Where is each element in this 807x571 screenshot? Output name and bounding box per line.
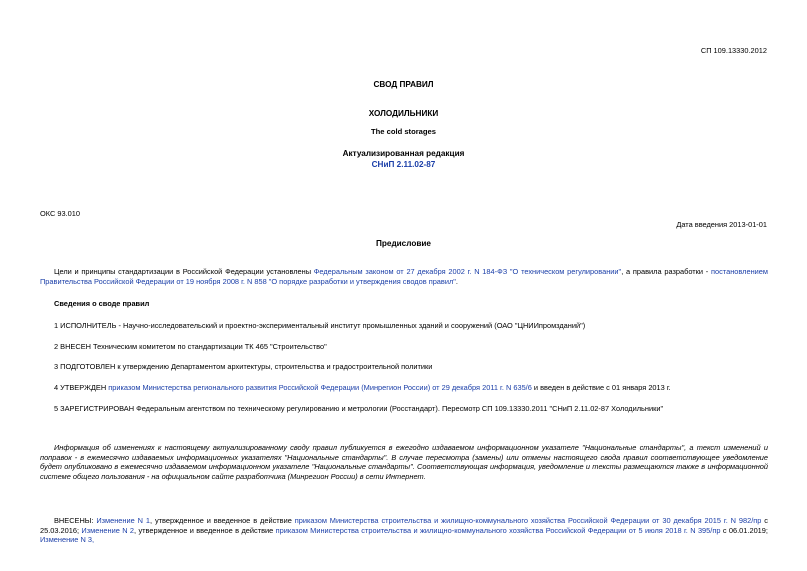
approval-order-link[interactable]: приказом Министерства регионального развития Российской Федерации (Минрегион России) от 29 декабря 2011 г. N 635/6 <box>108 383 532 392</box>
preface-heading: Предисловие <box>376 239 431 248</box>
snip-link[interactable]: СНиП 2.11.02-87 <box>371 160 436 169</box>
p1-text-c: . <box>455 276 458 286</box>
p1-text-b: , а правила разработки - <box>621 267 711 276</box>
item-introduced: 2 ВНЕСЕН Техническим комитетом по стандартизации ТК 465 "Строительство" <box>54 342 327 351</box>
preface-paragraph <box>40 267 768 286</box>
item-approved <box>54 383 671 393</box>
item-executor: 1 ИСПОЛНИТЕЛЬ - Научно-исследовательский и проектно-экспериментальный институт промышленных зданий и сооружений (ОАО "ЦНИИпромзданий") <box>54 321 586 330</box>
info-heading: Сведения о своде правил <box>54 299 150 308</box>
changes-text-b: , утвержденное и введенное в действие <box>149 516 295 525</box>
changes-text-a: ВНЕСЕНЫ: <box>54 516 97 525</box>
change-2-link[interactable]: Изменение N 2 <box>81 525 135 535</box>
doc-code: СП 109.13330.2012 <box>700 46 767 55</box>
item-registered: 5 ЗАРЕГИСТРИРОВАН Федеральным агентством по техническому регулированию и метрологии (Росстандарт). Пересмотр СП 109.13330.2011 "СНиП 2.11.02-87 Холодильники" <box>54 404 664 413</box>
change-1-order-link[interactable]: приказом Министерства строительства и жилищно-коммунального хозяйства Российской Федерации от 30 декабря 2015 г. N 982/пр <box>294 516 762 525</box>
item-prepared: 3 ПОДГОТОВЛЕН к утверждению Департаментом архитектуры, строительства и градостроительной политики <box>54 362 433 371</box>
doc-name-ru: ХОЛОДИЛЬНИКИ <box>368 109 439 118</box>
item4-text-b: и введен в действие с 01 января 2013 г. <box>531 383 671 392</box>
government-decree-link[interactable]: постановлением Правительства Российской Федерации от 19 ноября 2008 г. N 858 "О порядке разработки и утверждения сводов правил" <box>40 267 768 286</box>
intro-date: Дата введения 2013-01-01 <box>676 220 767 229</box>
item4-text-a: 4 УТВЕРЖДЕН <box>54 383 109 392</box>
changes-text-d: , утвержденное и введенное в действие <box>134 525 276 535</box>
change-1-link[interactable]: Изменение N 1 <box>96 516 150 525</box>
changes-text-c: с 25.03.2016; <box>40 516 769 535</box>
doc-kind-title: СВОД ПРАВИЛ <box>373 80 434 89</box>
doc-edition: Актуализированная редакция <box>342 149 465 158</box>
okc-code: ОКС 93.010 <box>40 209 80 218</box>
p1-text-a: Цели и принципы стандартизации в Российской Федерации установлены <box>54 267 314 276</box>
changes-paragraph <box>40 516 768 545</box>
change-3-link[interactable]: Изменение N 3, <box>40 535 95 545</box>
federal-law-link[interactable]: Федеральным законом от 27 декабря 2002 г. N 184-ФЗ "О техническом регулировании" <box>313 267 622 276</box>
changes-text-e: с 06.01.2019; <box>720 525 768 535</box>
change-2-order-link[interactable]: приказом Министерства строительства и жилищно-коммунального хозяйства Российской Федерации от 5 июля 2018 г. N 395/пр <box>275 525 721 535</box>
doc-name-en: The cold storages <box>371 127 436 136</box>
notice-paragraph: Информация об изменениях к настоящему актуализированному своду правил публикуется в ежегодно издаваемом информационном указателе "Национальные стандарты", а текст изменений и поправок - в ежемесячно издаваемых информационных указателях "Национальные стандарты". В случае пересмотра (замены) или отмены настоящего свода правил соответствующее уведомление будет опубликовано в ежемесячно издаваемом информационном указателе "Национальные стандарты". Соответствующая информация, уведомление и тексты размещаются также в информационной системе общего пользования - на официальном сайте разработчика (Минрегион России) в сети Интернет. <box>40 443 768 481</box>
